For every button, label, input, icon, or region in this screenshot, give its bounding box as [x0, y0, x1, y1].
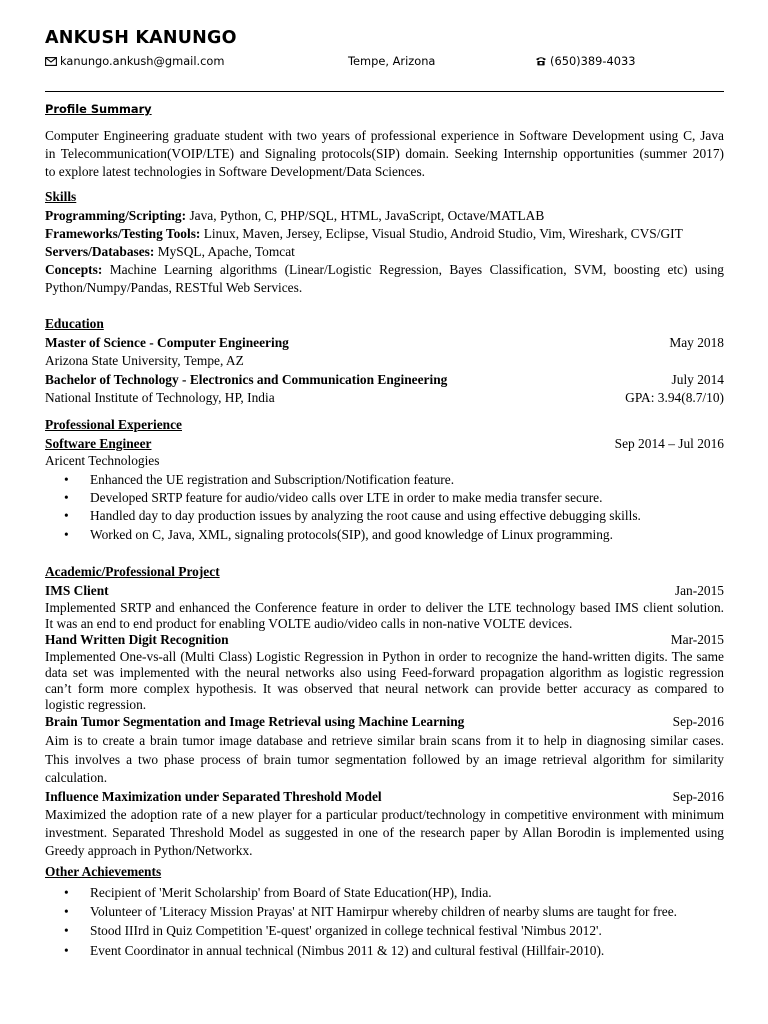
skill-value: Java, Python, C, PHP/SQL, HTML, JavaScript, Octave/MATLAB	[189, 208, 545, 223]
company-name: Aricent Technologies	[45, 453, 160, 468]
education-heading: Education	[45, 316, 104, 331]
skill-servers	[45, 244, 724, 260]
education-school: National Institute of Technology, HP, India GPA: 3.94(8.7/10)	[45, 390, 724, 405]
location-text: Tempe, Arizona	[348, 54, 436, 68]
phone-icon	[535, 55, 547, 69]
project-title-row	[45, 789, 724, 805]
phone-text: (650)389-4033	[550, 54, 636, 68]
email-text: kanungo.ankush@gmail.com	[60, 54, 225, 68]
project-date: Mar-2015	[670, 632, 724, 647]
education-gpa: GPA: 3.94(8.7/10)	[625, 390, 724, 405]
project-desc: data set was implemented with the neural networks also using Feed-forward propagation algorithm as logistic regression	[45, 665, 724, 680]
skill-label: Servers/Databases:	[45, 244, 155, 259]
job-title: Software Engineer	[45, 436, 152, 451]
project-title: IMS Client	[45, 583, 109, 598]
mail-icon	[45, 55, 57, 69]
education-date: May 2018	[669, 335, 724, 350]
job-dates: Sep 2014 – Jul 2016	[614, 436, 724, 451]
project-title: Influence Maximization under Separated Threshold Model	[45, 789, 382, 804]
profile-line: to explore latest technologies in Software Development/Data Sciences.	[45, 164, 426, 179]
project-date: Sep-2016	[672, 714, 724, 729]
project-desc: Implemented One-vs-all (Multi Class) Logistic Regression in Python in order to recognize the hand-written digits. The same	[45, 649, 724, 664]
project-desc: Aim is to create a brain tumor image database and retrieve similar brain scans from it to help in diagnosing similar cases.	[45, 733, 724, 748]
email-contact	[45, 54, 224, 69]
project-desc: calculation.	[45, 770, 108, 785]
education-date: July 2014	[671, 372, 724, 387]
project-desc: Maximized the adoption rate of a new player for a particular product/technology in competitive environment with minimum	[45, 807, 724, 822]
project-title-row	[45, 583, 724, 599]
header-divider	[45, 91, 724, 92]
project-desc: It was an end to end product for enabling VOLTE audio/video calls in non-native VOLTE devices.	[45, 616, 573, 631]
candidate-name: ANKUSH KANUNGO	[45, 28, 237, 48]
education-school: Arizona State University, Tempe, AZ	[45, 353, 244, 368]
project-desc: Implemented SRTP and enhanced the Conference feature in order to deliver the LTE technology based IMS client solution.	[45, 600, 724, 615]
skill-frameworks	[45, 226, 724, 242]
project-date: Jan-2015	[674, 583, 724, 598]
project-desc: This involves a two phase process of brain tumor segmentation followed by an image retrieval algorithm for similarity	[45, 752, 724, 767]
skill-value: Linux, Maven, Jersey, Eclipse, Visual Studio, Android Studio, Vim, Wireshark, CVS/GIT	[203, 226, 683, 241]
project-date: Sep-2016	[672, 789, 724, 804]
skill-label: Programming/Scripting:	[45, 208, 187, 223]
skill-value: MySQL, Apache, Tomcat	[157, 244, 295, 259]
project-desc: can’t form more complex hypothesis. It was observed that neural network can provide better accuracy as compared to	[45, 681, 724, 696]
skill-programming	[45, 208, 724, 224]
skill-concepts-cont: Python/Numpy/Pandas, RESTful Web Services.	[45, 280, 303, 295]
project-title-row	[45, 714, 724, 730]
skills-heading: Skills	[45, 189, 77, 204]
profile-summary-heading: Profile Summary	[45, 102, 152, 116]
skill-value: Machine Learning algorithms (Linear/Logistic Regression, Bayes Classification, SVM, boosting etc) using	[109, 262, 724, 277]
project-title: Brain Tumor Segmentation and Image Retrieval using Machine Learning	[45, 714, 465, 729]
projects-heading: Academic/Professional Project	[45, 564, 220, 579]
project-desc: Greedy approach in Python/Networkx.	[45, 843, 253, 858]
profile-line: in Telecommunication(VOIP/LTE) and Signaling protocols(SIP) domain. Seeking Internship opportunities (summer 2017)	[45, 146, 724, 161]
phone-contact	[535, 54, 635, 69]
resume-page: ANKUSH KANUNGO kanungo.ankush@gmail.com Tempe, Arizona (650)389-4033 Profile Summary Computer Engineering graduate student with two years of professional experience in Software Development using C, Java in Telecommunication(VOIP/LTE) and Signaling protocols(SIP) domain. Seeking Internship opportunities (summer 2017) to explore latest technologies in Software Development/Data Sciences. Skills Programming/Scripting: Java, Python, C, PHP/SQL, HTML, JavaScript, Octave/MATLAB Frameworks/Testing Tools: Linux, Maven, Jersey, Eclipse, Visual Studio, Android Studio, Vim, Wireshark, CVS/GIT Servers/Databases: MySQL, Apache, Tomcat Concepts: Machine Learning algorithms (Linear/Logistic Regression, Bayes Classification, SVM, boosting etc) using Python/Numpy/Pandas, RESTful Web Services. Education Master of Science - Computer Engineering May 2018 Arizona State University, Tempe, AZ Bachelor of Technology - Electronics and Communication Engineering July 2014 National Institute of Technology, HP, India GPA: 3.94(8.7/10) Professional Experience Software Engineer Sep 2014 – Jul 2016 Aricent Technologies • Enhanced the UE registration and Subscription/Notification feature. • Developed SRTP feature for audio/video calls over LTE in order to make media transfer secure. • Handled day to day production issues by analyzing the root cause and using effective debugging skills. • Worked on C, Java, XML, signaling protocols(SIP), and good knowledge of Linux programming. Academic/Professional Project IMS Client Jan-2015 Implemented SRTP and enhanced the Conference feature in order to deliver the LTE technology based IMS client solution. It was an end to end product for enabling VOLTE audio/video calls in non-native VOLTE devices. Hand Written Digit Recognition Mar-2015 Implemented One-vs-all (Multi Class) Logistic Regression in Python in order to recognize the hand-written digits. The same data set was implemented with the neural networks also using Feed-forward propagation algorithm as logistic regression can’t form more complex hypothesis. It was observed that neural network can provide better accuracy as compared to logistic regression. Brain Tumor Segmentation and Image Retrieval using Machine Learning Sep-2016 Aim is to create a brain tumor image database and retrieve similar brain scans from it to help in diagnosing similar cases. This involves a two phase process of brain tumor segmentation followed by an image retrieval algorithm for similarity calculation. Influence Maximization under Separated Threshold Model Sep-2016 Maximized the adoption rate of a new player for a particular product/technology in competitive environment with minimum investment. Separated Threshold Model as suggested in one of the research paper by Allan Borodin is implemented using Greedy approach in Python/Networkx. Other Achievements • Recipient of 'Merit Scholarship' from Board of State Education(HP), India. • Volunteer of 'Literacy Mission Prayas' at NIT Hamirpur whereby children of nearby slums are taught for free. • Stood IIIrd in Quiz Competition 'E-quest' organized in college technical festival 'Nimbus 2012'. • Event Coordinator in annual technical (Nimbus 2011 & 12) and cultural festival (Hillfair-2010).	[45, 28, 724, 958]
education-degree: Master of Science - Computer Engineering May 2018	[45, 335, 724, 350]
project-title: Hand Written Digit Recognition	[45, 632, 229, 647]
experience-title-row	[45, 436, 724, 452]
skill-concepts	[45, 262, 724, 278]
education-degree: Bachelor of Technology - Electronics and Communication Engineering July 2014	[45, 372, 724, 387]
profile-line: Computer Engineering graduate student with two years of professional experience in Software Development using C, Java	[45, 128, 724, 143]
achievements-heading: Other Achievements	[45, 864, 162, 879]
skill-label: Concepts:	[45, 262, 103, 277]
skill-label: Frameworks/Testing Tools:	[45, 226, 201, 241]
project-desc: logistic regression.	[45, 697, 147, 712]
project-desc: investment. Separated Threshold Model as suggested in one of the research paper by Allan Borodin is implemented using	[45, 825, 724, 840]
experience-heading: Professional Experience	[45, 417, 182, 432]
project-title-row	[45, 632, 724, 648]
